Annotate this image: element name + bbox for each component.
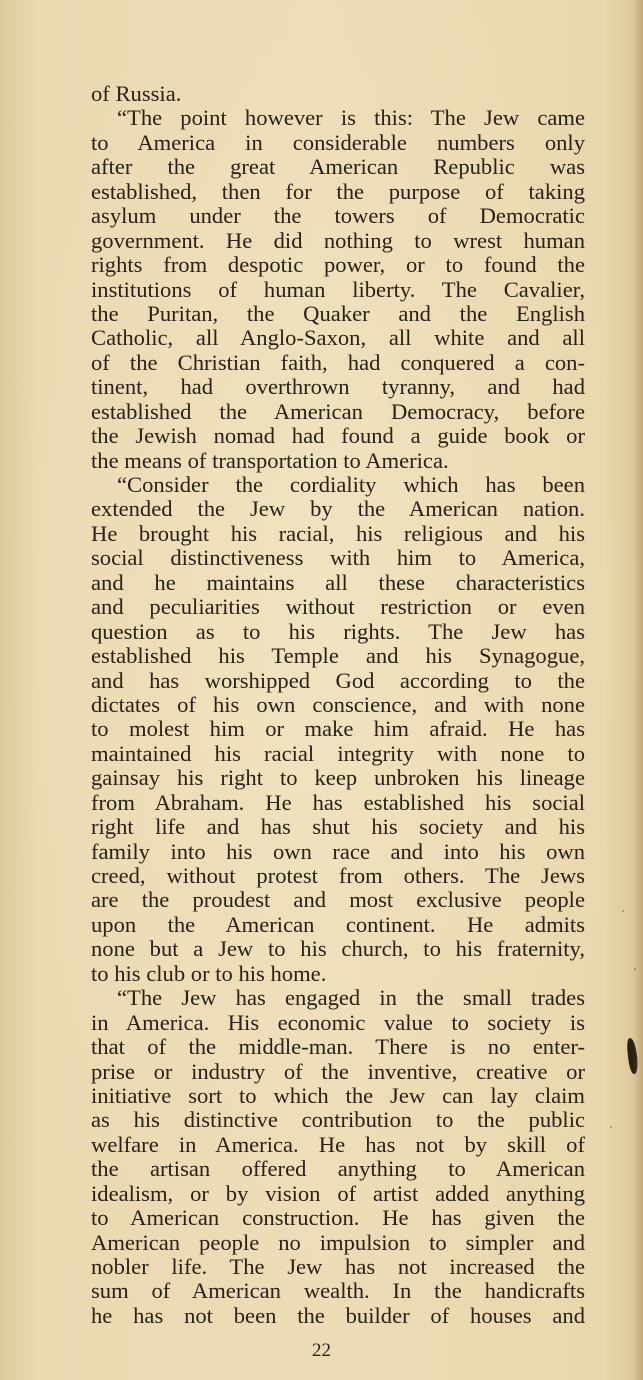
text-line: that of the middle-man. There is no enter- (91, 1034, 585, 1060)
text-line: idealism, or by vision of artist added anything (91, 1180, 585, 1206)
text-line: “The Jew has engaged in the small trades (117, 985, 585, 1011)
text-line: and he maintains all these characteristics (91, 569, 585, 595)
text-line: creed, without protest from others. The Jews (91, 863, 585, 888)
paper-speck (610, 1126, 612, 1128)
text-line: after the great American Republic was (91, 154, 585, 180)
text-line: tinent, had overthrown tyranny, and had (91, 374, 585, 400)
text-line: as his distinctive contribution to the public (91, 1107, 585, 1133)
text-line: rights from despotic power, or to found the (91, 252, 585, 278)
text-line: right life and has shut his society and his (91, 814, 585, 840)
text-line: to molest him or make him afraid. He has (91, 716, 585, 742)
text-line: nobler life. The Jew has not increased the (91, 1254, 585, 1279)
text-line: government. He did nothing to wrest human (91, 227, 585, 253)
text-line: the artisan offered anything to American (91, 1156, 585, 1182)
text-line: to American construction. He has given the (91, 1205, 585, 1231)
text-line: of Russia. (91, 81, 182, 106)
text-line: “The point however is this: The Jew came (117, 105, 585, 131)
text-line: social distinctiveness with him to America, (91, 545, 585, 571)
text-line: initiative sort to which the Jew can lay claim (91, 1082, 585, 1108)
text-line: upon the American continent. He admits (91, 911, 585, 937)
text-line: sum of American wealth. In the handicrafts (91, 1278, 585, 1304)
text-line: and peculiarities without restriction or even (91, 594, 585, 620)
paper-speck (622, 910, 624, 912)
text-line: established his Temple and his Synagogue, (91, 643, 585, 669)
text-line: maintained his racial integrity with none to (91, 740, 585, 766)
text-line: none but a Jew to his church, to his fraternity, (91, 936, 585, 962)
text-line: from Abraham. He has established his social (91, 789, 585, 815)
text-line: Catholic, all Anglo-Saxon, all white and all (91, 325, 585, 351)
text-line: dictates of his own conscience, and with none (91, 691, 585, 717)
text-line: welfare in America. He has not by skill of (91, 1131, 585, 1157)
page-number: 22 (312, 1340, 331, 1361)
paper-speck (634, 968, 636, 970)
text-line: of the Christian faith, had conquered a con- (91, 349, 585, 375)
text-line: prise or industry of the inventive, creative or (91, 1058, 585, 1084)
text-line: “Consider the cordiality which has been (117, 472, 585, 497)
text-line: established, then for the purpose of taking (91, 178, 585, 204)
ink-blot (626, 1038, 639, 1075)
text-line: American people no impulsion to simpler and (91, 1229, 585, 1255)
text-line: he has not been the builder of houses and (91, 1302, 585, 1328)
text-line: to his club or to his home. (91, 960, 327, 986)
text-line: family into his own race and into his own (91, 838, 585, 864)
text-line: He brought his racial, his religious and his (91, 520, 585, 546)
text-line: established the American Democracy, before (91, 398, 585, 424)
text-line: in America. His economic value to society is (91, 1009, 585, 1035)
text-line: asylum under the towers of Democratic (91, 203, 585, 229)
text-line: extended the Jew by the American nation. (91, 496, 585, 522)
text-line: to America in considerable numbers only (91, 129, 585, 155)
text-line: gainsay his right to keep unbroken his lineage (91, 765, 585, 791)
text-line: institutions of human liberty. The Cavalier, (91, 276, 585, 302)
text-line: the Puritan, the Quaker and the English (91, 300, 585, 326)
text-line: the Jewish nomad had found a guide book or (91, 423, 585, 449)
text-line: question as to his rights. The Jew has (91, 618, 585, 644)
text-line: and has worshipped God according to the (91, 667, 585, 693)
text-line: the means of transportation to America. (91, 447, 449, 473)
body-text (91, 82, 585, 1328)
text-line: are the proudest and most exclusive people (91, 887, 585, 913)
